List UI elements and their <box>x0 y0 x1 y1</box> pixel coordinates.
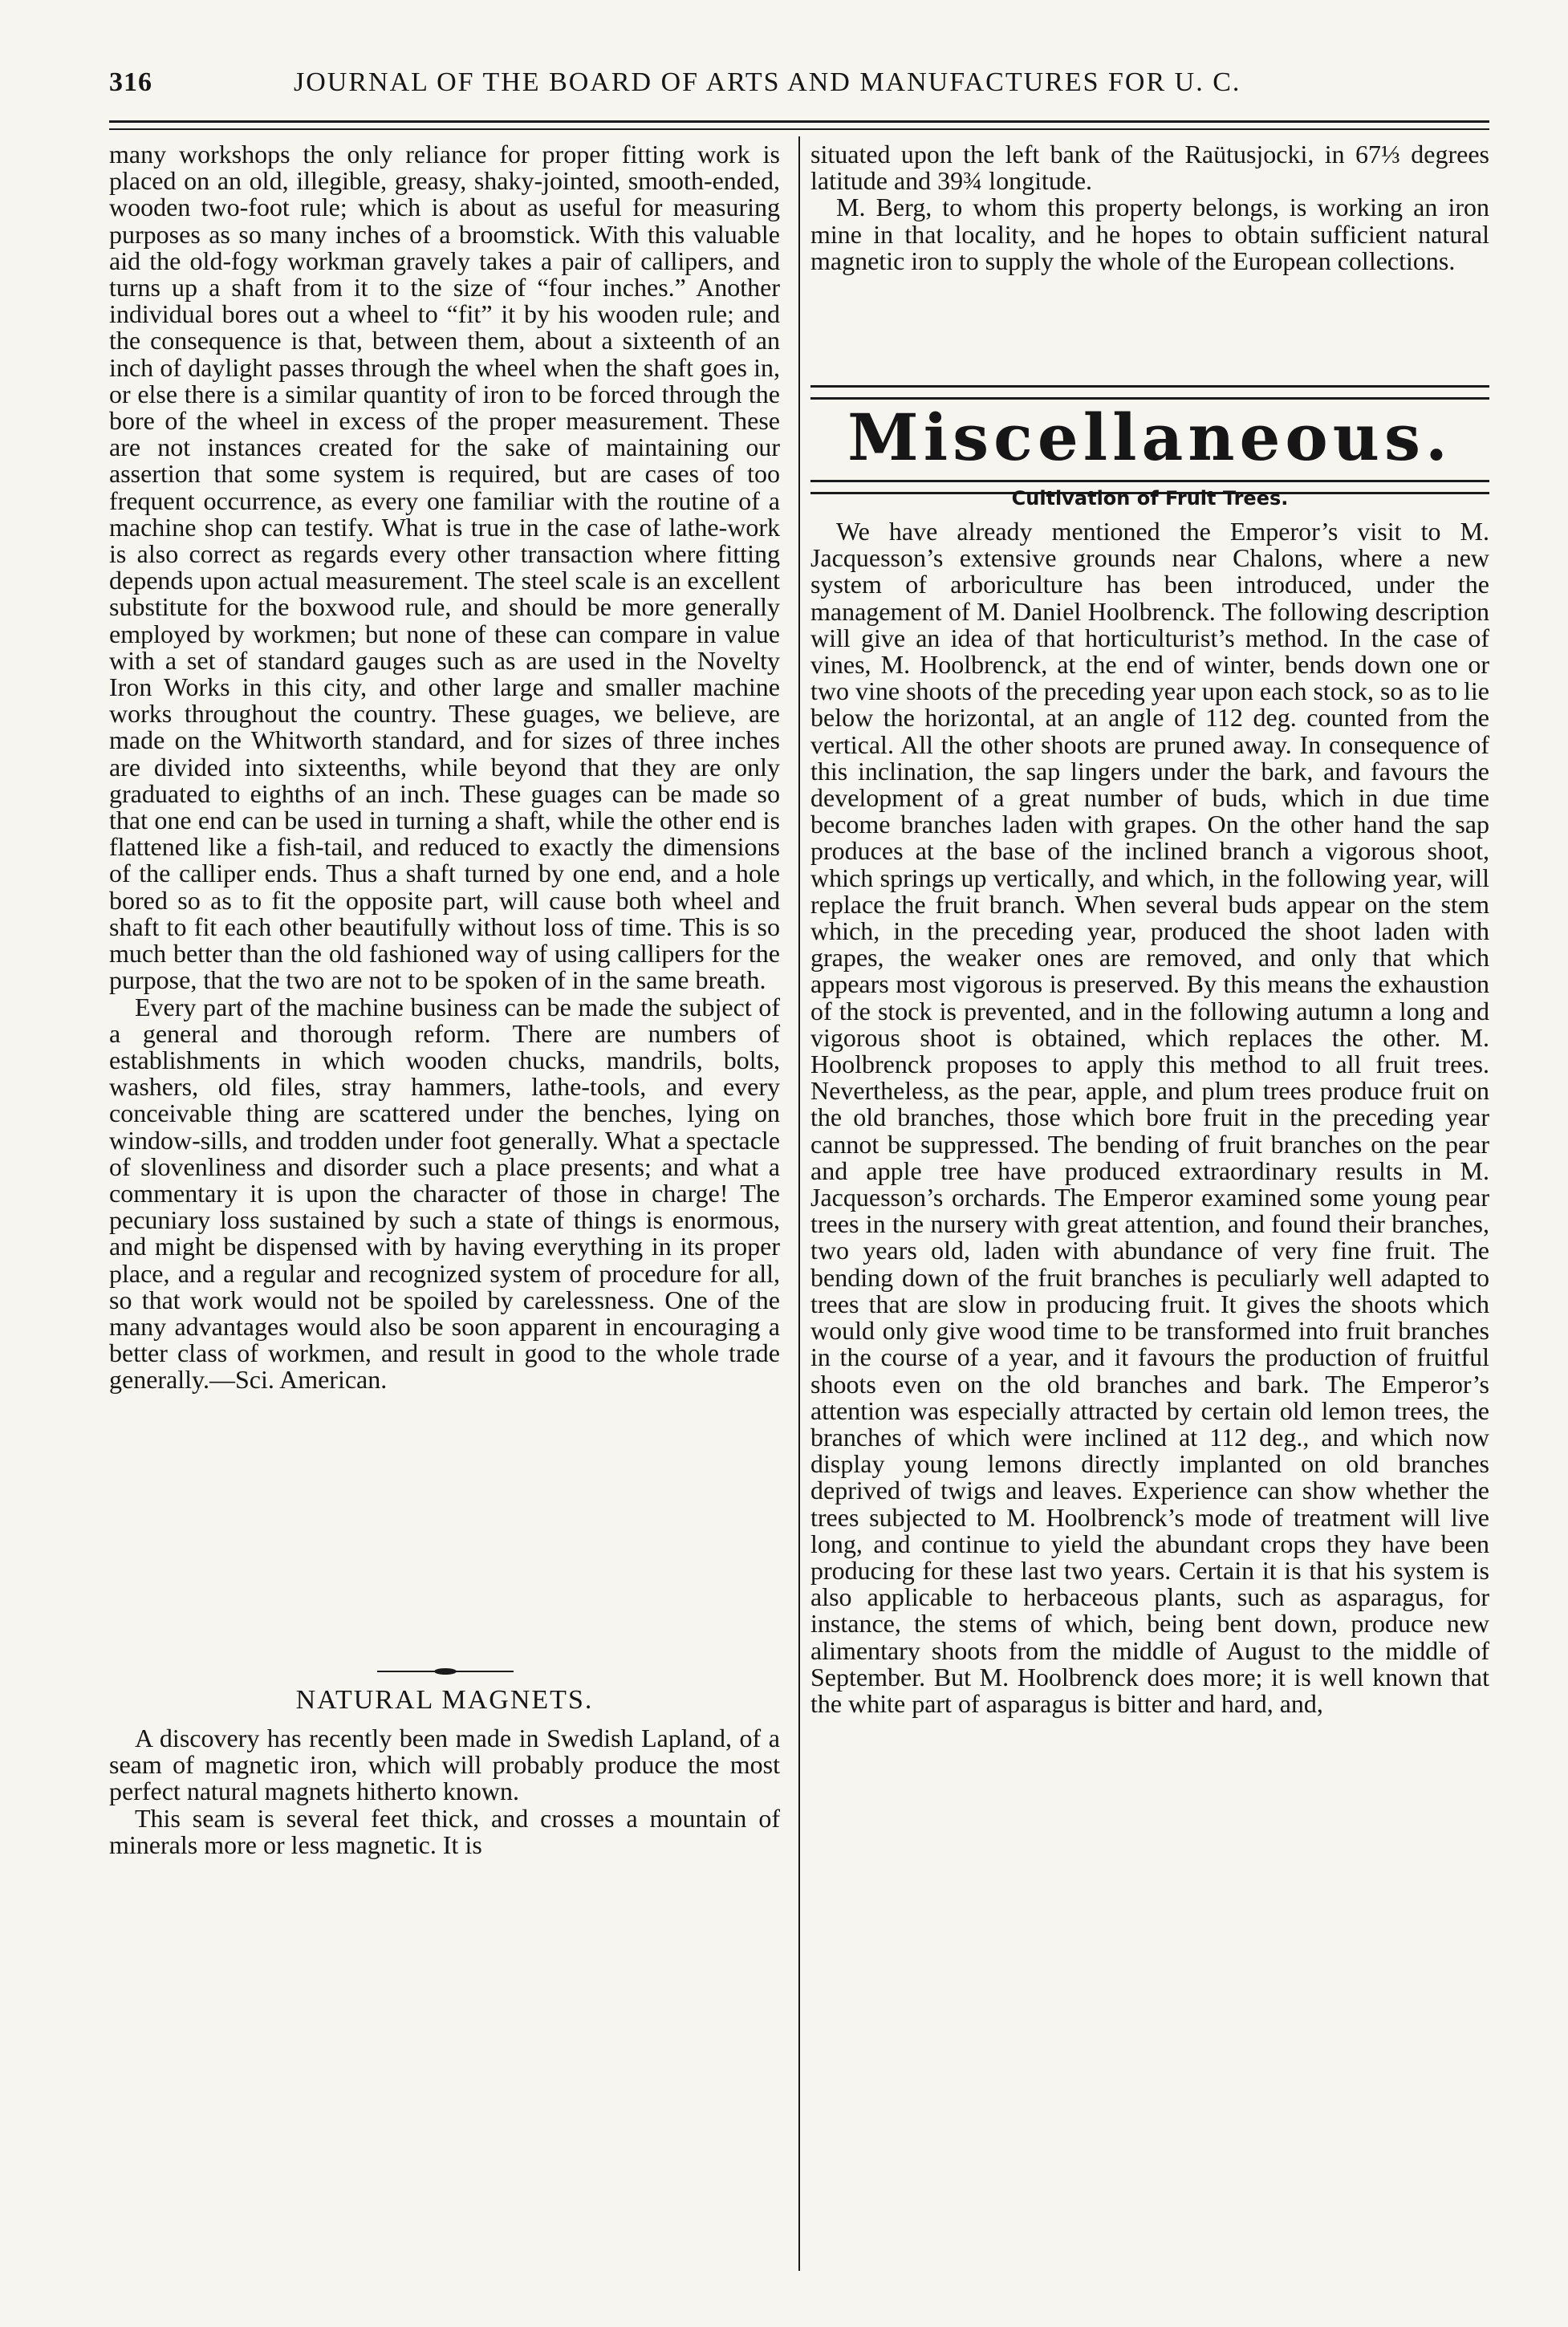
column-divider <box>798 136 800 2271</box>
body-paragraph: This seam is several feet thick, and crosses a mountain of minerals more or less magnetic. It is <box>109 1803 780 1859</box>
running-title: JOURNAL OF THE BOARD OF ARTS AND MANUFACTURES FOR U. C. <box>294 67 1241 97</box>
body-paragraph: Every part of the machine business can be made the subject of a general and thorough reform. There are numbers of establishments in which wooden chucks, mandrils, bolts, washers, old files, stray hammers, lathe-tools, and every conceivable thing are scattered under the benches, lying on window-sills, and trodden under foot generally. What a spectacle of slovenliness and disorder such a place presents; and what a commentary it is upon the character of those in charge! The pecuniary loss sustained by such a state of things is enormous, and might be dispensed with by having everything in its proper place, and a regular and recognized system of procedure for all, so that work would not be spoiled by carelessness. One of the many advantages would also be soon apparent in encouraging a better class of workmen, and result in good to the whole trade generally.—Sci. American. <box>109 992 780 1395</box>
body-paragraph: We have already mentioned the Emperor’s visit to M. Jacquesson’s extensive grounds near Chalons, where a new system of arboriculture has been introduced, under the management of M. Daniel Hoolbrenck. The following description will give an idea of that horticulturist’s method. In the case of vines, M. Hoolbrenck, at the end of winter, bends down one or two vine shoots of the preceding year upon each stock, so as to lie below the horizontal, at an angle of 112 deg. counted from the vertical. All the other shoots are pruned away. In consequence of this inclination, the sap lingers under the bark, and favours the development of a great number of buds, which in due time become branches laden with grapes. On the other hand the sap produces at the base of the inclined branch a vigorous shoot, which springs up vertically, and which, in the following year, will replace the fruit branch. When several buds appear on the stem which, in the preceding year, produced the shoot laden with grapes, the weaker ones are removed, and only that which appears most vigorous is preserved. By this means the exhaustion of the stock is prevented, and in the following autumn a long and vigorous shoot is obtained, which replaces the other. M. Hoolbrenck proposes to apply this method to all fruit trees. Nevertheless, as the pear, apple, and plum trees produce fruit on the old branches, those which bore fruit in the preceding year cannot be suppressed. The bending of fruit branches on the pear and apple tree have produced extraordinary results in M. Jacquesson’s orchards. The Emperor examined some young pear trees in the nursery with great attention, and found their branches, two years old, laden with abundance of very fine fruit. The bending down of the fruit branches is peculiarly well adapted to trees that are slow in producing fruit. It gives the shoots which would only give wood time to be transformed into fruit branches in the course of a year, and it favours the production of fruitful shoots even on the old branches and bark. The Emperor’s attention was especially attracted by certain old lemon trees, the branches of which were inclined at 112 deg., and which now display young lemons directly implanted on old branches deprived of twigs and leaves. Experience can show whether the trees subjected to M. Hoolbrenck’s mode of treatment will live long, and continue to yield the abundant crops they have been producing for these last two years. Certain it is that his system is also applicable to herbaceous plants, such as asparagus, for instance, the stems of which, being bent down, produce new alimentary shoots from the middle of August to the middle of September. But M. Hoolbrenck does more; it is well known that the white part of asparagus is bitter and hard, and, <box>810 517 1489 1718</box>
natural-magnets-body <box>109 1725 780 1858</box>
left-column <box>109 141 780 1394</box>
running-head <box>109 67 1489 106</box>
section-ornament <box>377 1667 514 1676</box>
body-paragraph: situated upon the left bank of the Raütusjocki, in 67⅓ degrees latitude and 39¾ longitude. <box>810 140 1489 196</box>
body-paragraph: M. Berg, to whom this property belongs, is working an iron mine in that locality, and he hopes to obtain sufficient natural magnetic iron to supply the whole of the European collections. <box>810 193 1489 275</box>
header-rule-thick <box>109 120 1489 123</box>
header-rule-thin <box>109 128 1489 130</box>
natural-magnets-heading: NATURAL MAGNETS. <box>295 1685 594 1715</box>
right-column-top <box>810 141 1489 274</box>
body-paragraph: A discovery has recently been made in Swedish Lapland, of a seam of magnetic iron, which will probably produce the most perfect natural magnets hitherto known. <box>109 1724 780 1806</box>
right-column-main <box>810 518 1489 1717</box>
article-title: Cultivation of Fruit Trees. <box>1011 487 1289 510</box>
page-number: 316 <box>109 67 152 97</box>
miscellaneous-heading: Miscellaneous. <box>847 400 1452 475</box>
body-paragraph: many workshops the only reliance for proper fitting work is placed on an old, illegible, greasy, shaky-jointed, smooth-ended, wooden two-foot rule; which is about as useful for measuring purposes as so many inches of a broomstick. With this valuable aid the old-fogy workman gravely takes a pair of callipers, and turns up a shaft from it to the size of “four inches.” Another individual bores out a wheel to “fit” it by his wooden rule; and the consequence is that, between them, about a sixteenth of an inch of daylight passes through the wheel when the shaft goes in, or else there is a similar quantity of iron to be forced through the bore of the wheel in excess of the proper measurement. These are not instances created for the sake of maintaining our assertion that some system is required, but are cases of too frequent occurrence, as every one familiar with the routine of a machine shop can testify. What is true in the case of lathe-work is also correct as regards every other transaction where fitting depends upon actual measurement. The steel scale is an excellent substitute for the boxwood rule, and should be more generally employed by workmen; but none of these can compare in value with a set of standard gauges such as are used in the Novelty Iron Works in this city, and other large and smaller machine works throughout the country. These guages, we believe, are made on the Whitworth standard, and for sizes of three inches are divided into sixteenths, while beyond that they are only graduated to eighths of an inch. These guages can be made so that one end can be used in turning a shaft, while the other end is flattened like a fish-tail, and reduced to exactly the dimensions of the calliper ends. Thus a shaft turned by one end, and a hole bored so as to fit the opposite part, will cause both wheel and shaft to fit each other beautifully without loss of time. This is so much better than the old fashioned way of using callipers for the purpose, that the two are not to be spoken of in the same breath. <box>109 140 780 995</box>
